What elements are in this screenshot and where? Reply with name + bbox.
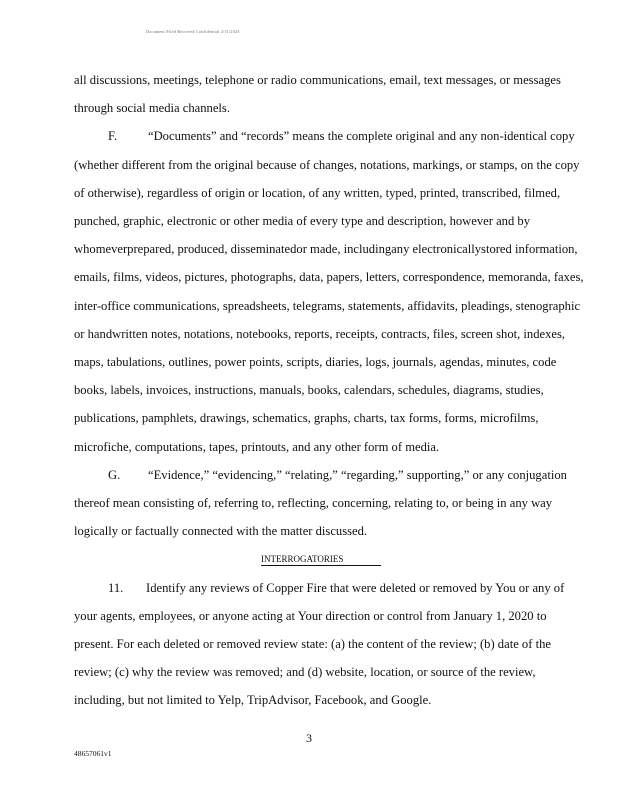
definition-f-letter: F. [108, 129, 118, 144]
interrogatories-heading-text: INTERROGATORIES [261, 554, 381, 566]
document-body [74, 66, 588, 715]
header-stamp: Document Filed Received Confidential 2/11/2023 [146, 29, 240, 34]
definition-f-text: “Documents” and “records” means the complete original and any non-identical copy (whether different from the original because of changes, notations, markings, or stamps, on the copy of otherwise), regardless of origin or location, of any written, typed, printed, transcribed, filmed, punched, graphic, electronic or other media of every type and description, however and by whomeverprepared, produced, disseminatedor made, includingany electronicallystored information, emails, films, videos, pictures, photographs, data, papers, letters, correspondence, memoranda, faxes, inter-office communications, spreadsheets, telegrams, statements, affidavits, pleadings, stenographic or handwritten notes, notations, notebooks, reports, receipts, contracts, files, screen shot, indexes, maps, tabulations, outlines, power points, scripts, diaries, logs, journals, agendas, minutes, code books, labels, invoices, instructions, manuals, books, calendars, schedules, diagrams, studies, publications, pamphlets, drawings, schematics, graphs, charts, tax forms, forms, microfilms, microfiche, computations, tapes, printouts, and any other form of media. [74, 129, 584, 454]
interrogatory-number: 11. [108, 580, 124, 595]
definition-f [74, 122, 588, 460]
definition-g-text: “Evidence,” “evidencing,” “relating,” “regarding,” supporting,” or any conjugation thereof mean consisting of, referring to, reflecting, concerning, relating to, or being in any way logically or factually connected with the matter discussed. [74, 467, 567, 539]
interrogatory-text: Identify any reviews of Copper Fire that were deleted or removed by You or any of your agents, employees, or anyone acting at Your direction or control from January 1, 2020 to present. For each deleted or removed review state: (a) the content of the review; (b) date of the review; (c) why the review was removed; and (d) website, location, or source of the review, including, but not limited to Yelp, TripAdvisor, Facebook, and Google. [74, 580, 565, 708]
definition-g-letter: G. [108, 467, 121, 482]
definition-g [74, 461, 588, 546]
interrogatories-heading [64, 545, 578, 573]
definition-e-continuation: all discussions, meetings, telephone or radio communications, email, text messages, or messages through social media channels. [74, 73, 561, 116]
interrogatory-item [74, 574, 588, 715]
page-number: 3 [306, 731, 312, 745]
document-id: 48657061v1 [74, 749, 112, 758]
